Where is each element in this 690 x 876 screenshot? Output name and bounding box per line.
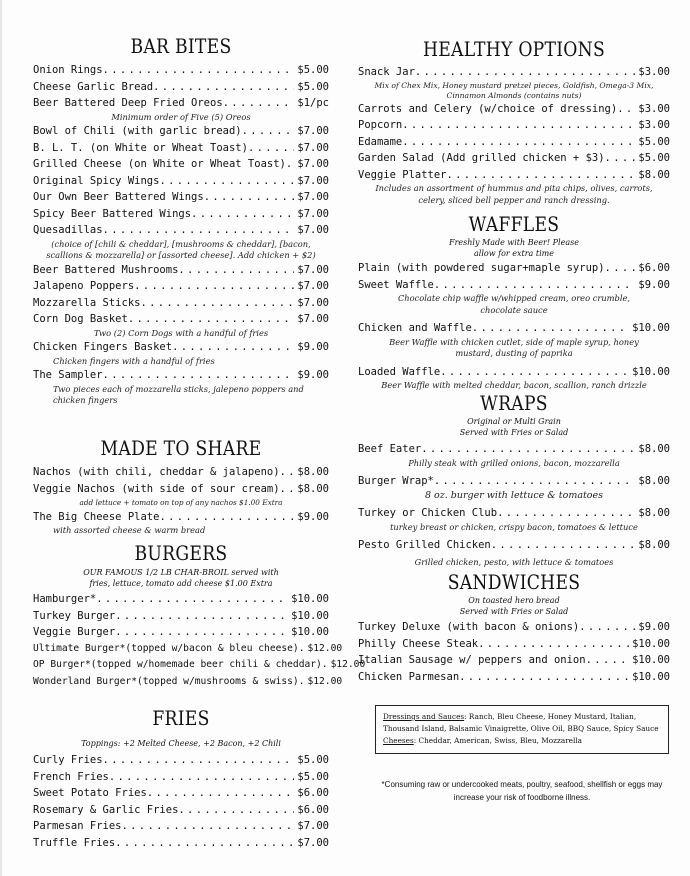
menu-item: OP Burger*(topped w/homemade beer chili & cheddar). $12.00 <box>33 659 366 670</box>
item-note: 8 oz. burger with lettuce & tomatoes <box>424 489 604 501</box>
menu-item: Carrots and Celery (w/choice of dressing) . . . $3.00 <box>358 101 670 118</box>
made-to-share-title: MADE TO SHARE <box>100 436 262 460</box>
menu-item: Popcorn . . . $3.00 <box>358 117 670 134</box>
menu-item: Loaded Waffle . . . $10.00 <box>358 364 670 381</box>
menu-item: Sweet Waffle . . . $9.00 <box>358 277 670 294</box>
menu-item: Truffle Fries . . . $7.00 <box>33 835 329 852</box>
menu-item: Turkey Deluxe (with bacon & onions) . . . $9.00 <box>358 619 670 636</box>
item-note: Minimum order of Five (5) Oreos <box>111 111 251 122</box>
bar-bites-title: BAR BITES <box>130 34 232 58</box>
menu-item: Turkey or Chicken Club . . . $8.00 <box>358 505 670 522</box>
menu-item: French Fries . . . $5.00 <box>33 769 329 786</box>
bar-bites-section <box>33 34 329 407</box>
waffles-title: WAFFLES <box>468 212 560 236</box>
menu-item: Plain (with powdered sugar+maple syrup) . . . $6.00 <box>358 260 670 277</box>
dressings-box <box>375 705 669 754</box>
menu-item: Beef Eater . . . $8.00 <box>358 441 670 458</box>
menu-item: Chicken and Waffle . . . $10.00 <box>358 320 670 337</box>
menu-item: Parmesan Fries . . . $7.00 <box>33 818 329 835</box>
item-note: turkey breast or chicken, crispy bacon, tomatoes & lettuce <box>390 521 638 532</box>
fries-intro: Toppings: +2 Melted Cheese, +2 Bacon, +2 Chili <box>81 739 281 748</box>
menu-item: Wonderland Burger*(topped w/mushrooms & swiss). $12.00 <box>33 675 343 687</box>
item-note: Grilled chicken, pesto, with lettuce & tomatoes <box>414 556 614 567</box>
menu-item: Chicken Fingers Basket . . . $9.00 <box>33 339 329 356</box>
menu-item: Jalapeno Poppers . . . $7.00 <box>33 278 329 295</box>
wraps-intro: Original or Multi Grain Served with Fries or Salad <box>459 417 569 437</box>
item-note: Includes an assortment of hummus and pita chips, olives, carrots, celery, sliced bell pepper and ranch dressing. <box>375 183 653 205</box>
waffles-intro: Freshly Made with Beer! Please allow for extra time <box>449 238 579 258</box>
dressings-list: : Ranch, Bleu Cheese, Honey Mustard, Italian, Thousand Island, Balsamic Vinaigrette, Olive Oil, BBQ Sauce, Spicy Sauce <box>383 712 659 733</box>
menu-item: Our Own Beer Battered Wings . . . $7.00 <box>33 189 329 206</box>
menu-item: Hamburger* . . . $10.00 <box>33 591 329 608</box>
sandwiches-intro: On toasted hero bread Served with Fries or Salad <box>459 596 569 616</box>
item-note: with assorted cheese & warm bread <box>53 525 206 535</box>
item-note: (choice of [chili & cheddar], [mushrooms & cheddar], [bacon, scallions & mozzarella] or [assorted cheese]. Add chicken + $2) <box>46 238 316 260</box>
cheeses-list: : Cheddar, American, Swiss, Bleu, Mozzarella <box>413 736 583 745</box>
menu-item: Ultimate Burger*(topped w/bacon & bleu cheese). $12.00 <box>33 642 343 654</box>
menu-item: Beer Battered Deep Fried Oreos . . . $1/pc <box>33 95 329 112</box>
sandwiches-section <box>358 570 670 685</box>
menu-item: Beer Battered Mushrooms . . . $7.00 <box>33 262 329 279</box>
menu-item: Original Spicy Wings . . . $7.00 <box>33 173 329 190</box>
menu-item: The Sampler . . . $9.00 <box>33 367 329 384</box>
item-note: Two pieces each of mozzarella sticks, jalepeno poppers and chicken fingers <box>53 383 304 405</box>
menu-item: Onion Rings . . . $5.00 <box>33 62 329 79</box>
menu-item: Quesadillas . . . $7.00 <box>33 222 329 239</box>
item-note: Beer Waffle with chicken cutlet, side of maple syrup, honey mustard, dusting of paprika <box>389 336 639 358</box>
item-note: Mix of Chex Mix, Honey mustard pretzel pieces, Goldfish, Omega-3 Mix, Cinnamon Almonds (contains nuts) <box>374 80 654 100</box>
item-note: Chicken fingers with a handful of fries <box>53 355 215 366</box>
menu-item: Spicy Beer Battered Wings . . . $7.00 <box>33 206 329 223</box>
fries-section <box>33 706 329 851</box>
menu-item: Nachos (with chili, cheddar & jalapeno) . . . $8.00 <box>33 464 329 481</box>
menu-item: Veggie Burger . . . $10.00 <box>33 624 329 641</box>
menu-item: Cheese Garlic Bread . . . $5.00 <box>33 79 329 96</box>
menu-item: The Big Cheese Plate . . . $9.00 <box>33 509 329 526</box>
menu-item: Pesto Grilled Chicken . . . $8.00 <box>358 537 670 554</box>
made-to-share-section <box>33 436 329 537</box>
item-note: Chocolate chip waffle w/whipped cream, oreo crumble, chocolate sauce <box>397 293 631 315</box>
item-note: add lettuce + tomato on top of any nachos $1.00 Extra <box>79 498 283 507</box>
sandwiches-title: SANDWICHES <box>447 570 581 594</box>
burgers-intro: OUR FAMOUS 1/2 LB CHAR-BROIL served with fries, lettuce, tomato add cheese $1.00 Extra <box>83 568 279 588</box>
menu-item: B. L. T. (on White or Wheat Toast) . . . $7.00 <box>33 140 329 157</box>
dressings-label: Dressings and Sauces <box>383 712 465 721</box>
fries-title: FRIES <box>152 706 210 730</box>
menu-item: Veggie Platter . . . $8.00 <box>358 167 670 184</box>
item-note: Beer Waffle with melted cheddar, bacon, scallion, ranch drizzle <box>381 380 647 390</box>
menu-item: Turkey Burger . . . $10.00 <box>33 608 329 625</box>
healthy-section <box>358 37 670 206</box>
menu-item: Sweet Potato Fries . . . $6.00 <box>33 785 329 802</box>
menu-item: Curly Fries . . . $5.00 <box>33 752 329 769</box>
menu-item: Corn Dog Basket . . . $7.00 <box>33 311 329 328</box>
burgers-section <box>33 541 366 690</box>
menu-item: Chicken Parmesan . . . $10.00 <box>358 669 670 686</box>
menu-item: Rosemary & Garlic Fries . . . $6.00 <box>33 802 329 819</box>
waffles-section <box>358 212 670 392</box>
menu-item: Edamame . . . $5.00 <box>358 134 670 151</box>
menu-item: Burger Wrap* . . . $8.00 <box>358 473 670 490</box>
menu-item: Philly Cheese Steak . . . $10.00 <box>358 636 670 653</box>
menu-item: Garden Salad (Add grilled chicken + $3) . . . $5.00 <box>358 150 670 167</box>
menu-item: Grilled Cheese (on White or Wheat Toast) . . . $7.00 <box>33 156 329 173</box>
item-note: Philly steak with grilled onions, bacon, mozzarella <box>408 457 620 468</box>
wraps-section <box>358 391 670 568</box>
burgers-title: BURGERS <box>134 541 228 565</box>
item-note: Two (2) Corn Dogs with a handful of fries <box>93 327 269 338</box>
healthy-title: HEALTHY OPTIONS <box>422 37 606 61</box>
menu-item: Snack Jar . . . $3.00 <box>358 64 670 81</box>
menu-item: Mozzarella Sticks . . . $7.00 <box>33 295 329 312</box>
menu-item: Italian Sausage w/ peppers and onion . . . $10.00 <box>358 652 670 669</box>
menu-item: Veggie Nachos (with side of sour cream) . . . $8.00 <box>33 481 329 498</box>
menu-item: Bowl of Chili (with garlic bread) . . . $7.00 <box>33 123 329 140</box>
wraps-title: WRAPS <box>480 391 548 415</box>
cheeses-label: Cheeses <box>383 736 414 745</box>
foodborne-warning: *Consuming raw or undercooked meats, poultry, seafood, shellfish or eggs may increase your risk of foodborne illness. <box>381 780 663 802</box>
